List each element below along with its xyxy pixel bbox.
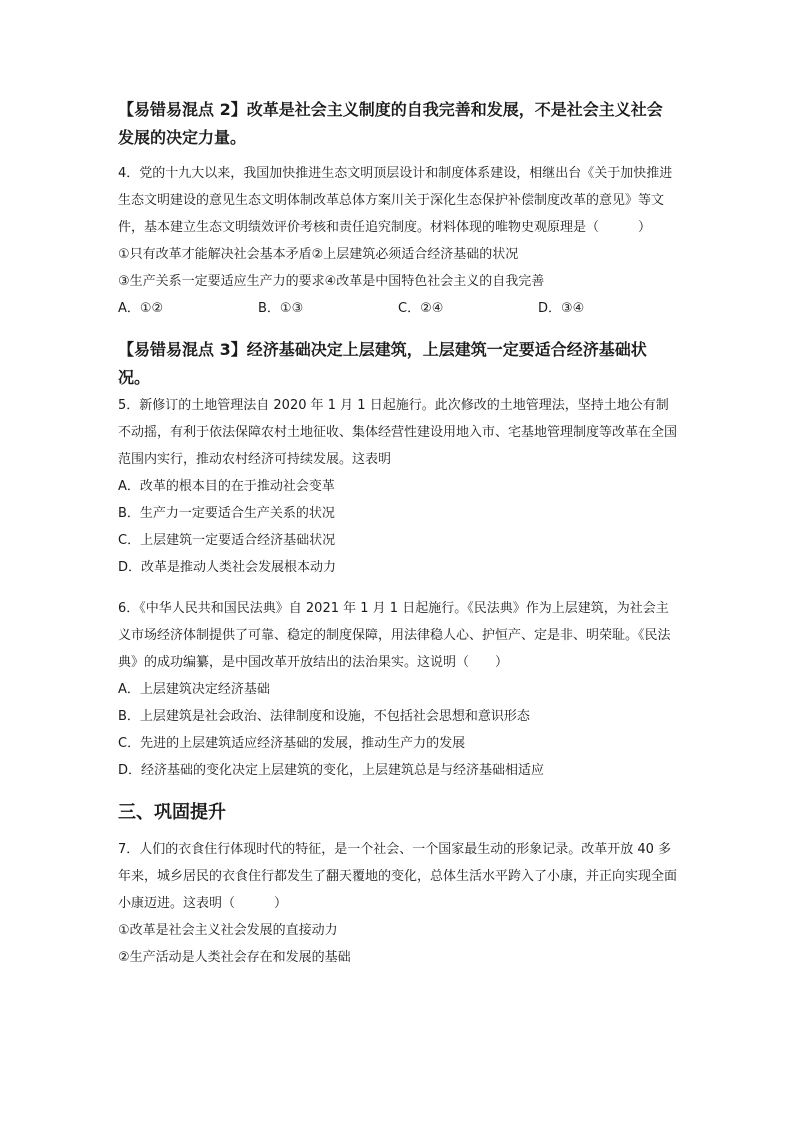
- question-4-item-2: ③生产关系一定要适应生产力的要求④改革是中国特色社会主义的自我完善: [118, 274, 545, 289]
- question-6-option-c[interactable]: C．先进的上层建筑适应经济基础的发展，推动生产力的发展: [118, 736, 466, 751]
- question-4-options: [118, 295, 678, 322]
- question-5-option-b[interactable]: B．生产力一定要适合生产关系的状况: [118, 506, 335, 521]
- section-heading-2: 【易错易混点 2】改革是社会主义制度的自我完善和发展，不是社会主义社会发展的决定力量。: [118, 100, 663, 147]
- question-7-item-2: ②生产活动是人类社会存在和发展的基础: [118, 950, 351, 965]
- document-page: [118, 96, 678, 971]
- question-6-stem: 6．《中华人民共和国民法典》自 2021 年 1 月 1 日起施行。《民法典》作为上层建筑，为社会主义市场经济体制提供了可靠、稳定的制度保障，用法律稳人心、护恒产、定是非、明荣耻。《民法典》的成功编纂，是中国改革开放结出的法治果实。这说明（ ）: [118, 601, 671, 670]
- question-4-option-d[interactable]: D．③④: [538, 301, 585, 316]
- question-4-item-1: ①只有改革才能解决社会基本矛盾②上层建筑必须适合经济基础的状况: [118, 247, 519, 262]
- question-4-stem: 4．党的十九大以来，我国加快推进生态文明顶层设计和制度体系建设，相继出台《关于加快推进生态文明建设的意见生态文明体制改革总体方案川关于深化生态保护补偿制度改革的意见》等文件，基本建立生态文明绩效评价考核和责任追究制度。材料体现的唯物史观原理是（ ）: [118, 166, 673, 235]
- question-5-stem: 5．新修订的土地管理法自 2020 年 1 月 1 日起施行。此次修改的土地管理法，坚持土地公有制不动摇，有利于依法保障农村土地征收、集体经营性建设用地入市、宅基地管理制度等改革在全国范围内实行，推动农村经济可持续发展。这表明: [118, 398, 678, 467]
- question-7-item-1: ①改革是社会主义社会发展的直接动力: [118, 923, 338, 938]
- question-5-option-c[interactable]: C．上层建筑一定要适合经济基础状况: [118, 533, 336, 548]
- question-6-option-d[interactable]: D．经济基础的变化决定上层建筑的变化，上层建筑总是与经济基础相适应: [118, 763, 545, 778]
- question-4-option-b[interactable]: B．①③: [258, 301, 304, 316]
- question-4-option-a[interactable]: A．①②: [118, 301, 164, 316]
- question-6-option-a[interactable]: A．上层建筑决定经济基础: [118, 682, 270, 697]
- section-heading-3: 【易错易混点 3】经济基础决定上层建筑，上层建筑一定要适合经济基础状况。: [118, 340, 647, 387]
- question-4-option-c[interactable]: C．②④: [398, 301, 444, 316]
- section-title-consolidate: 三、巩固提升: [118, 802, 226, 823]
- question-6-option-b[interactable]: B．上层建筑是社会政治、法律制度和设施，不包括社会思想和意识形态: [118, 709, 530, 724]
- question-7-stem: 7．人们的衣食住行体现时代的特征，是一个社会、一个国家最生动的形象记录。改革开放 40 多年来，城乡居民的衣食住行都发生了翻天覆地的变化，总体生活水平跨入了小康，并正向实现全面小康迈进。这表明（ ）: [118, 842, 678, 911]
- question-5-option-d[interactable]: D．改革是推动人类社会发展根本动力: [118, 560, 337, 575]
- question-5-option-a[interactable]: A．改革的根本目的在于推动社会变革: [118, 479, 335, 494]
